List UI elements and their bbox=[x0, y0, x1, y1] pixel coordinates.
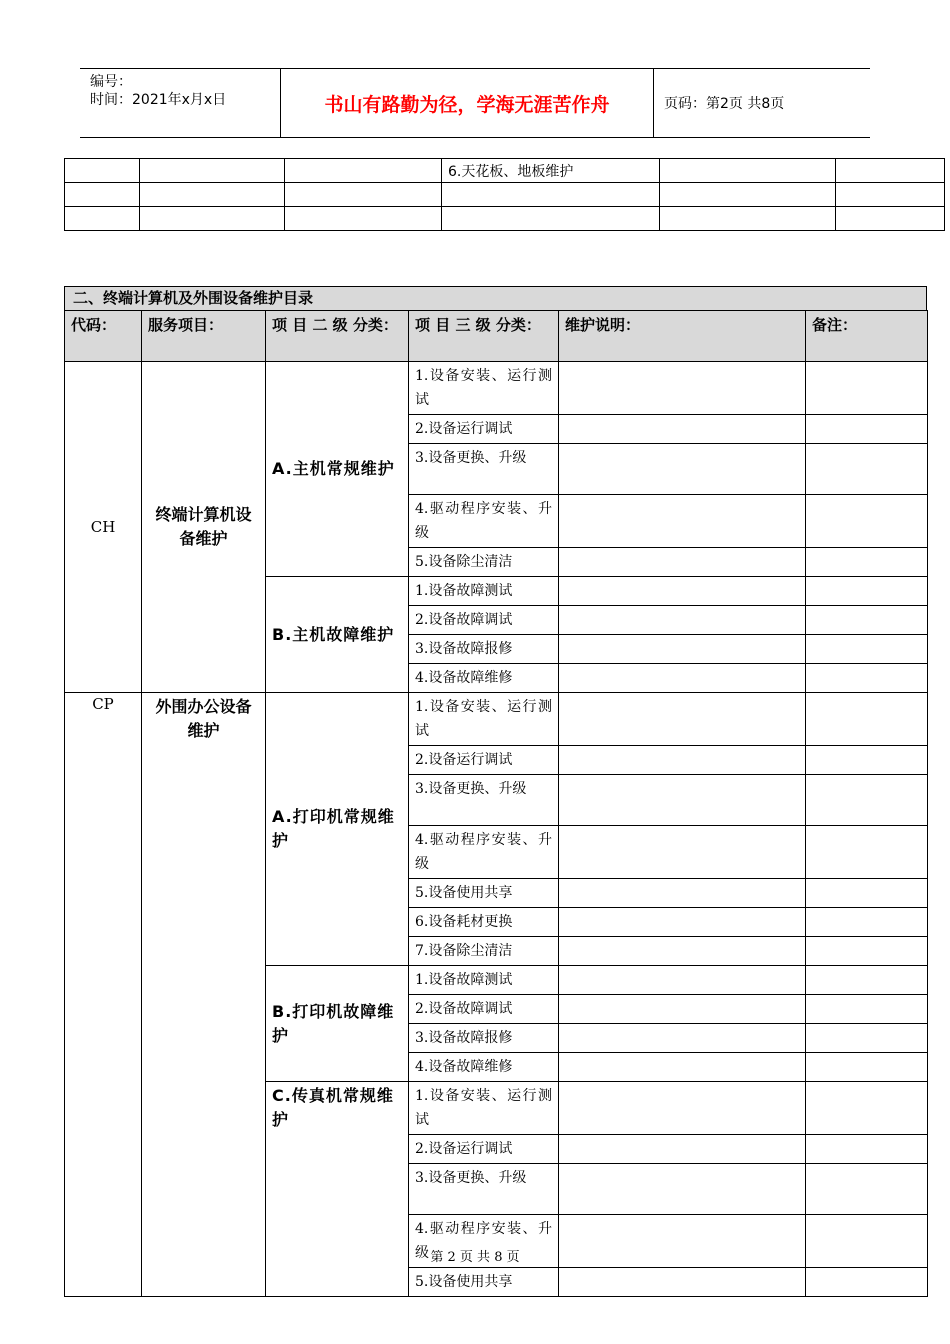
level2-cell: C.传真机常规维护 bbox=[266, 1082, 409, 1297]
header-meta bbox=[80, 69, 281, 137]
level3-cell: 1.设备安装、运行测试 bbox=[409, 693, 559, 746]
level3-cell: 2.设备运行调试 bbox=[409, 415, 559, 444]
table-row bbox=[65, 183, 945, 207]
table-row bbox=[65, 207, 945, 231]
table-row bbox=[65, 159, 945, 183]
level3-cell: 4.设备故障维修 bbox=[409, 664, 559, 693]
header-motto: 书山有路勤为径，学海无涯苦作舟 bbox=[281, 69, 654, 137]
level3-cell: 7.设备除尘清洁 bbox=[409, 937, 559, 966]
page-footer: 第 2 页 共 8 页 bbox=[430, 1250, 520, 1265]
level3-cell: 3.设备故障报修 bbox=[409, 1024, 559, 1053]
level3-cell: 1.设备故障测试 bbox=[409, 966, 559, 995]
table-row bbox=[65, 362, 928, 415]
number-label: 编号： bbox=[90, 74, 132, 90]
maintenance-table bbox=[64, 310, 928, 1297]
top-table bbox=[64, 158, 945, 231]
col-desc: 维护说明： bbox=[559, 311, 806, 362]
page-header bbox=[80, 68, 870, 138]
level3-cell: 6.设备耗材更换 bbox=[409, 908, 559, 937]
level3-cell: 2.设备运行调试 bbox=[409, 1135, 559, 1164]
level3-cell: 4.驱动程序安装、升级 bbox=[409, 826, 559, 879]
table-row bbox=[65, 693, 928, 746]
col-code: 代码： bbox=[65, 311, 142, 362]
level2-cell: A.主机常规维护 bbox=[266, 362, 409, 577]
level2-cell: A.打印机常规维护 bbox=[266, 693, 409, 966]
col-service: 服务项目： bbox=[142, 311, 266, 362]
level3-cell: 1.设备故障测试 bbox=[409, 577, 559, 606]
level2-cell: B.主机故障维护 bbox=[266, 577, 409, 693]
col-level2: 项 目 二 级 分类： bbox=[266, 311, 409, 362]
level3-cell: 4.设备故障维修 bbox=[409, 1053, 559, 1082]
level3-cell: 1.设备安装、运行测试 bbox=[409, 1082, 559, 1135]
level3-cell: 2.设备故障调试 bbox=[409, 995, 559, 1024]
level3-cell: 3.设备更换、升级 bbox=[409, 775, 559, 826]
time-label: 时间：2021年x月x日 bbox=[90, 92, 227, 108]
level3-cell: 3.设备更换、升级 bbox=[409, 1164, 559, 1215]
level2-cell: B.打印机故障维护 bbox=[266, 966, 409, 1082]
code-cell: CH bbox=[65, 362, 142, 693]
table-cell: 6.天花板、地板维护 bbox=[442, 159, 660, 183]
level3-cell: 5.设备除尘清洁 bbox=[409, 548, 559, 577]
col-level3: 项 目 三 级 分类： bbox=[409, 311, 559, 362]
level3-cell: 5.设备使用共享 bbox=[409, 1268, 559, 1297]
level3-cell: 2.设备运行调试 bbox=[409, 746, 559, 775]
level3-cell: 3.设备更换、升级 bbox=[409, 444, 559, 495]
code-cell: CP bbox=[65, 693, 142, 1297]
level3-cell: 4.驱动程序安装、升级 bbox=[409, 1215, 559, 1268]
col-note: 备注： bbox=[806, 311, 928, 362]
level3-cell: 2.设备故障调试 bbox=[409, 606, 559, 635]
header-page-info: 页码：第2页 共8页 bbox=[664, 96, 785, 112]
service-cell: 外围办公设备维护 bbox=[142, 693, 266, 1297]
level3-cell: 1.设备安装、运行测试 bbox=[409, 362, 559, 415]
service-cell: 终端计算机设备维护 bbox=[142, 362, 266, 693]
section-title: 二、终端计算机及外围设备维护目录 bbox=[64, 286, 927, 310]
level3-cell: 3.设备故障报修 bbox=[409, 635, 559, 664]
level3-cell: 5.设备使用共享 bbox=[409, 879, 559, 908]
level3-cell: 4.驱动程序安装、升级 bbox=[409, 495, 559, 548]
table-header-row bbox=[65, 311, 928, 362]
